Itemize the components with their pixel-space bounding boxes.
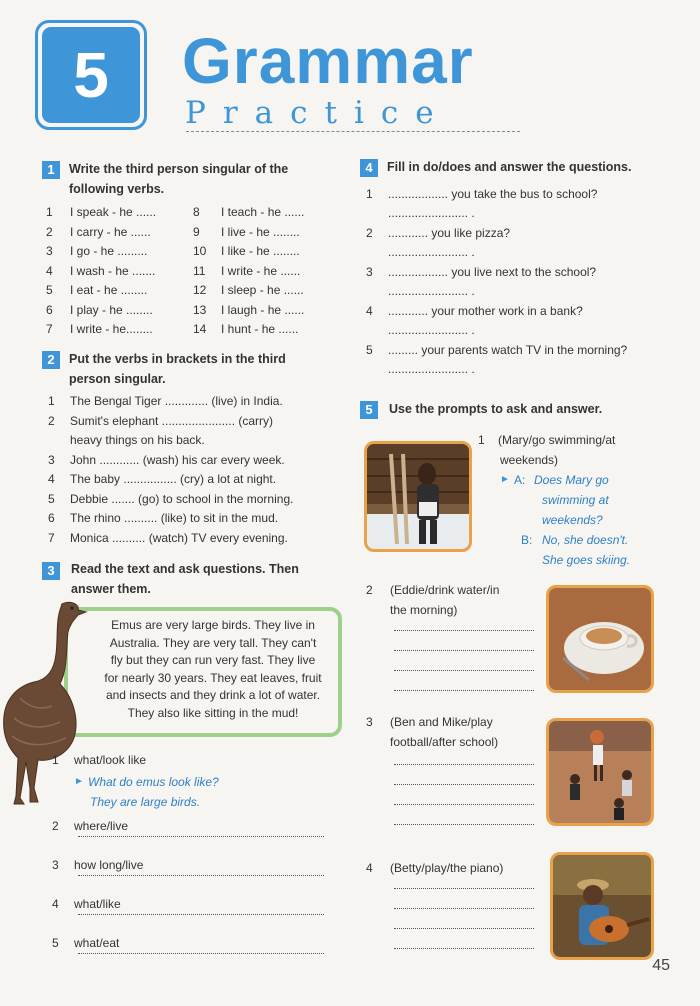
page-subtitle: Practice (185, 95, 451, 131)
answer-line[interactable] (394, 928, 534, 929)
list-item: 4 The baby ................ (cry) a lot at night. (48, 472, 277, 486)
exercise-4-instruction: Fill in do/does and answer the questions. (387, 160, 632, 174)
list-item: 1 I speak - he ...... (46, 205, 157, 219)
list-item: 12 I sleep - he ...... (193, 283, 304, 297)
answer-line[interactable] (394, 690, 534, 691)
list-item: 6 The rhino .......... (like) to sit in the mud. (48, 511, 279, 525)
list-item: 4 ............ your mother work in a bank? ........................ . (366, 304, 583, 337)
exercise-1-number: 1 (42, 161, 60, 179)
list-item: 7 Monica .......... (watch) TV every evening. (48, 530, 288, 545)
exercise-2-number: 2 (42, 351, 60, 369)
exercise-5-item-2: 2 (Eddie/drink water/in the morning) (366, 580, 542, 691)
answer-line[interactable] (394, 784, 534, 785)
photo-mary-skiing (364, 441, 472, 552)
exercise-1-right-list (193, 204, 304, 341)
list-item: 10 I like - he ........ (193, 244, 300, 258)
photo-guitar (550, 852, 654, 960)
photo-tea-cup (546, 585, 654, 693)
exercise-3-number: 3 (42, 562, 60, 580)
list-item: 5 Debbie ....... (go) to school in the morning. (48, 491, 294, 506)
answer-line[interactable] (394, 888, 534, 889)
answer-line[interactable] (394, 804, 534, 805)
list-item: 5 ......... your parents watch TV in the morning? ........................ . (366, 343, 628, 376)
list-item: 3 John ............ (wash) his car every week. (48, 452, 285, 467)
example-b: B: No, she doesn't. (521, 533, 629, 547)
page-number: 45 (652, 957, 670, 974)
reading-text: Emus are very large birds. They live in Australia. They are very tall. They can't fly but they can run very fast. They live for nearly 30 years. They eat leaves, fruit and insects and they drink a lot of water. They also like sitting in the mud! (104, 618, 322, 720)
exercise-4-list (366, 186, 656, 381)
list-item: 4 I wash - he ....... (46, 263, 156, 278)
list-item: 2 I carry - he ...... (46, 224, 151, 239)
answer-line[interactable] (78, 836, 324, 837)
answer-line[interactable] (78, 953, 324, 954)
example-a: ► A: Does Mary go (478, 470, 668, 490)
list-item: 6 I play - he ........ (46, 302, 153, 317)
answer-line[interactable] (394, 824, 534, 825)
list-item: 7 I write - he........ (46, 322, 153, 336)
list-item: 1 what/look like (52, 753, 147, 767)
example-question: ► What do emus look like? (52, 772, 332, 792)
exercise-2-list (48, 393, 293, 549)
answer-line[interactable] (394, 630, 534, 631)
exercise-2-instruction: Put the verbs in brackets in the third person singular. (69, 352, 286, 386)
answer-line[interactable] (394, 948, 534, 949)
list-item: 4 what/like (52, 897, 121, 911)
list-item: 2 where/live (52, 819, 129, 833)
list-item: 5 what/eat (52, 936, 120, 950)
play-arrow-icon: ► (74, 776, 84, 787)
exercise-3-questions (52, 752, 332, 954)
exercise-4-number: 4 (360, 159, 378, 177)
list-item: 1 .................. you take the bus to school? ........................ . (366, 187, 598, 220)
exercise-3-instruction: Read the text and ask questions. Then answer them. (71, 562, 299, 596)
list-item: 3 I go - he ......... (46, 244, 148, 258)
list-item: 14 I hunt - he ...... (193, 322, 299, 336)
exercise-5-number: 5 (360, 401, 378, 419)
exercise-5-item-3: 3 (Ben and Mike/play football/after school) (366, 712, 542, 825)
unit-number: 5 (42, 27, 140, 123)
list-item: 11 I write - he ...... (193, 263, 301, 278)
list-item: 3 how long/live (52, 858, 144, 872)
title-divider (186, 131, 520, 132)
list-item: 2 ............ you like pizza? ........................ . (366, 226, 511, 259)
exercise-1-instruction: Write the third person singular of the following verbs. (69, 162, 289, 196)
exercise-5-instruction: Use the prompts to ask and answer. (389, 402, 603, 416)
answer-line[interactable] (394, 670, 534, 671)
list-item: heavy things on his back. (70, 433, 205, 447)
unit-badge (35, 20, 147, 130)
photo-football (546, 718, 654, 826)
list-item: 2 Sumit's elephant ...................... (carry) (48, 413, 274, 428)
answer-line[interactable] (78, 914, 324, 915)
list-item: 1 The Bengal Tiger ............. (live) in India. (48, 394, 283, 408)
list-item: 5 I eat - he ........ (46, 283, 148, 297)
example-answer: They are large birds. (90, 795, 201, 809)
list-item: 8 I teach - he ...... (193, 205, 305, 219)
list-item: 13 I laugh - he ...... (193, 302, 305, 317)
list-item: 3 .................. you live next to the school? ........................ . (366, 265, 597, 298)
answer-line[interactable] (394, 908, 534, 909)
exercise-5-item-4: 4 (Betty/play/the piano) (366, 858, 542, 949)
answer-line[interactable] (78, 875, 324, 876)
list-item: 9 I live - he ........ (193, 224, 300, 239)
page-title: Grammar (182, 25, 474, 97)
play-arrow-icon: ► (500, 474, 510, 485)
exercise-5-item-1: 1 (Mary/go swimming/at weekends) ► A: Does Mary go swimming at weekends? B: No, she doesn't. She goes skiing. (478, 430, 668, 570)
exercise-1-left-list (46, 204, 156, 341)
answer-line[interactable] (394, 764, 534, 765)
answer-line[interactable] (394, 650, 534, 651)
